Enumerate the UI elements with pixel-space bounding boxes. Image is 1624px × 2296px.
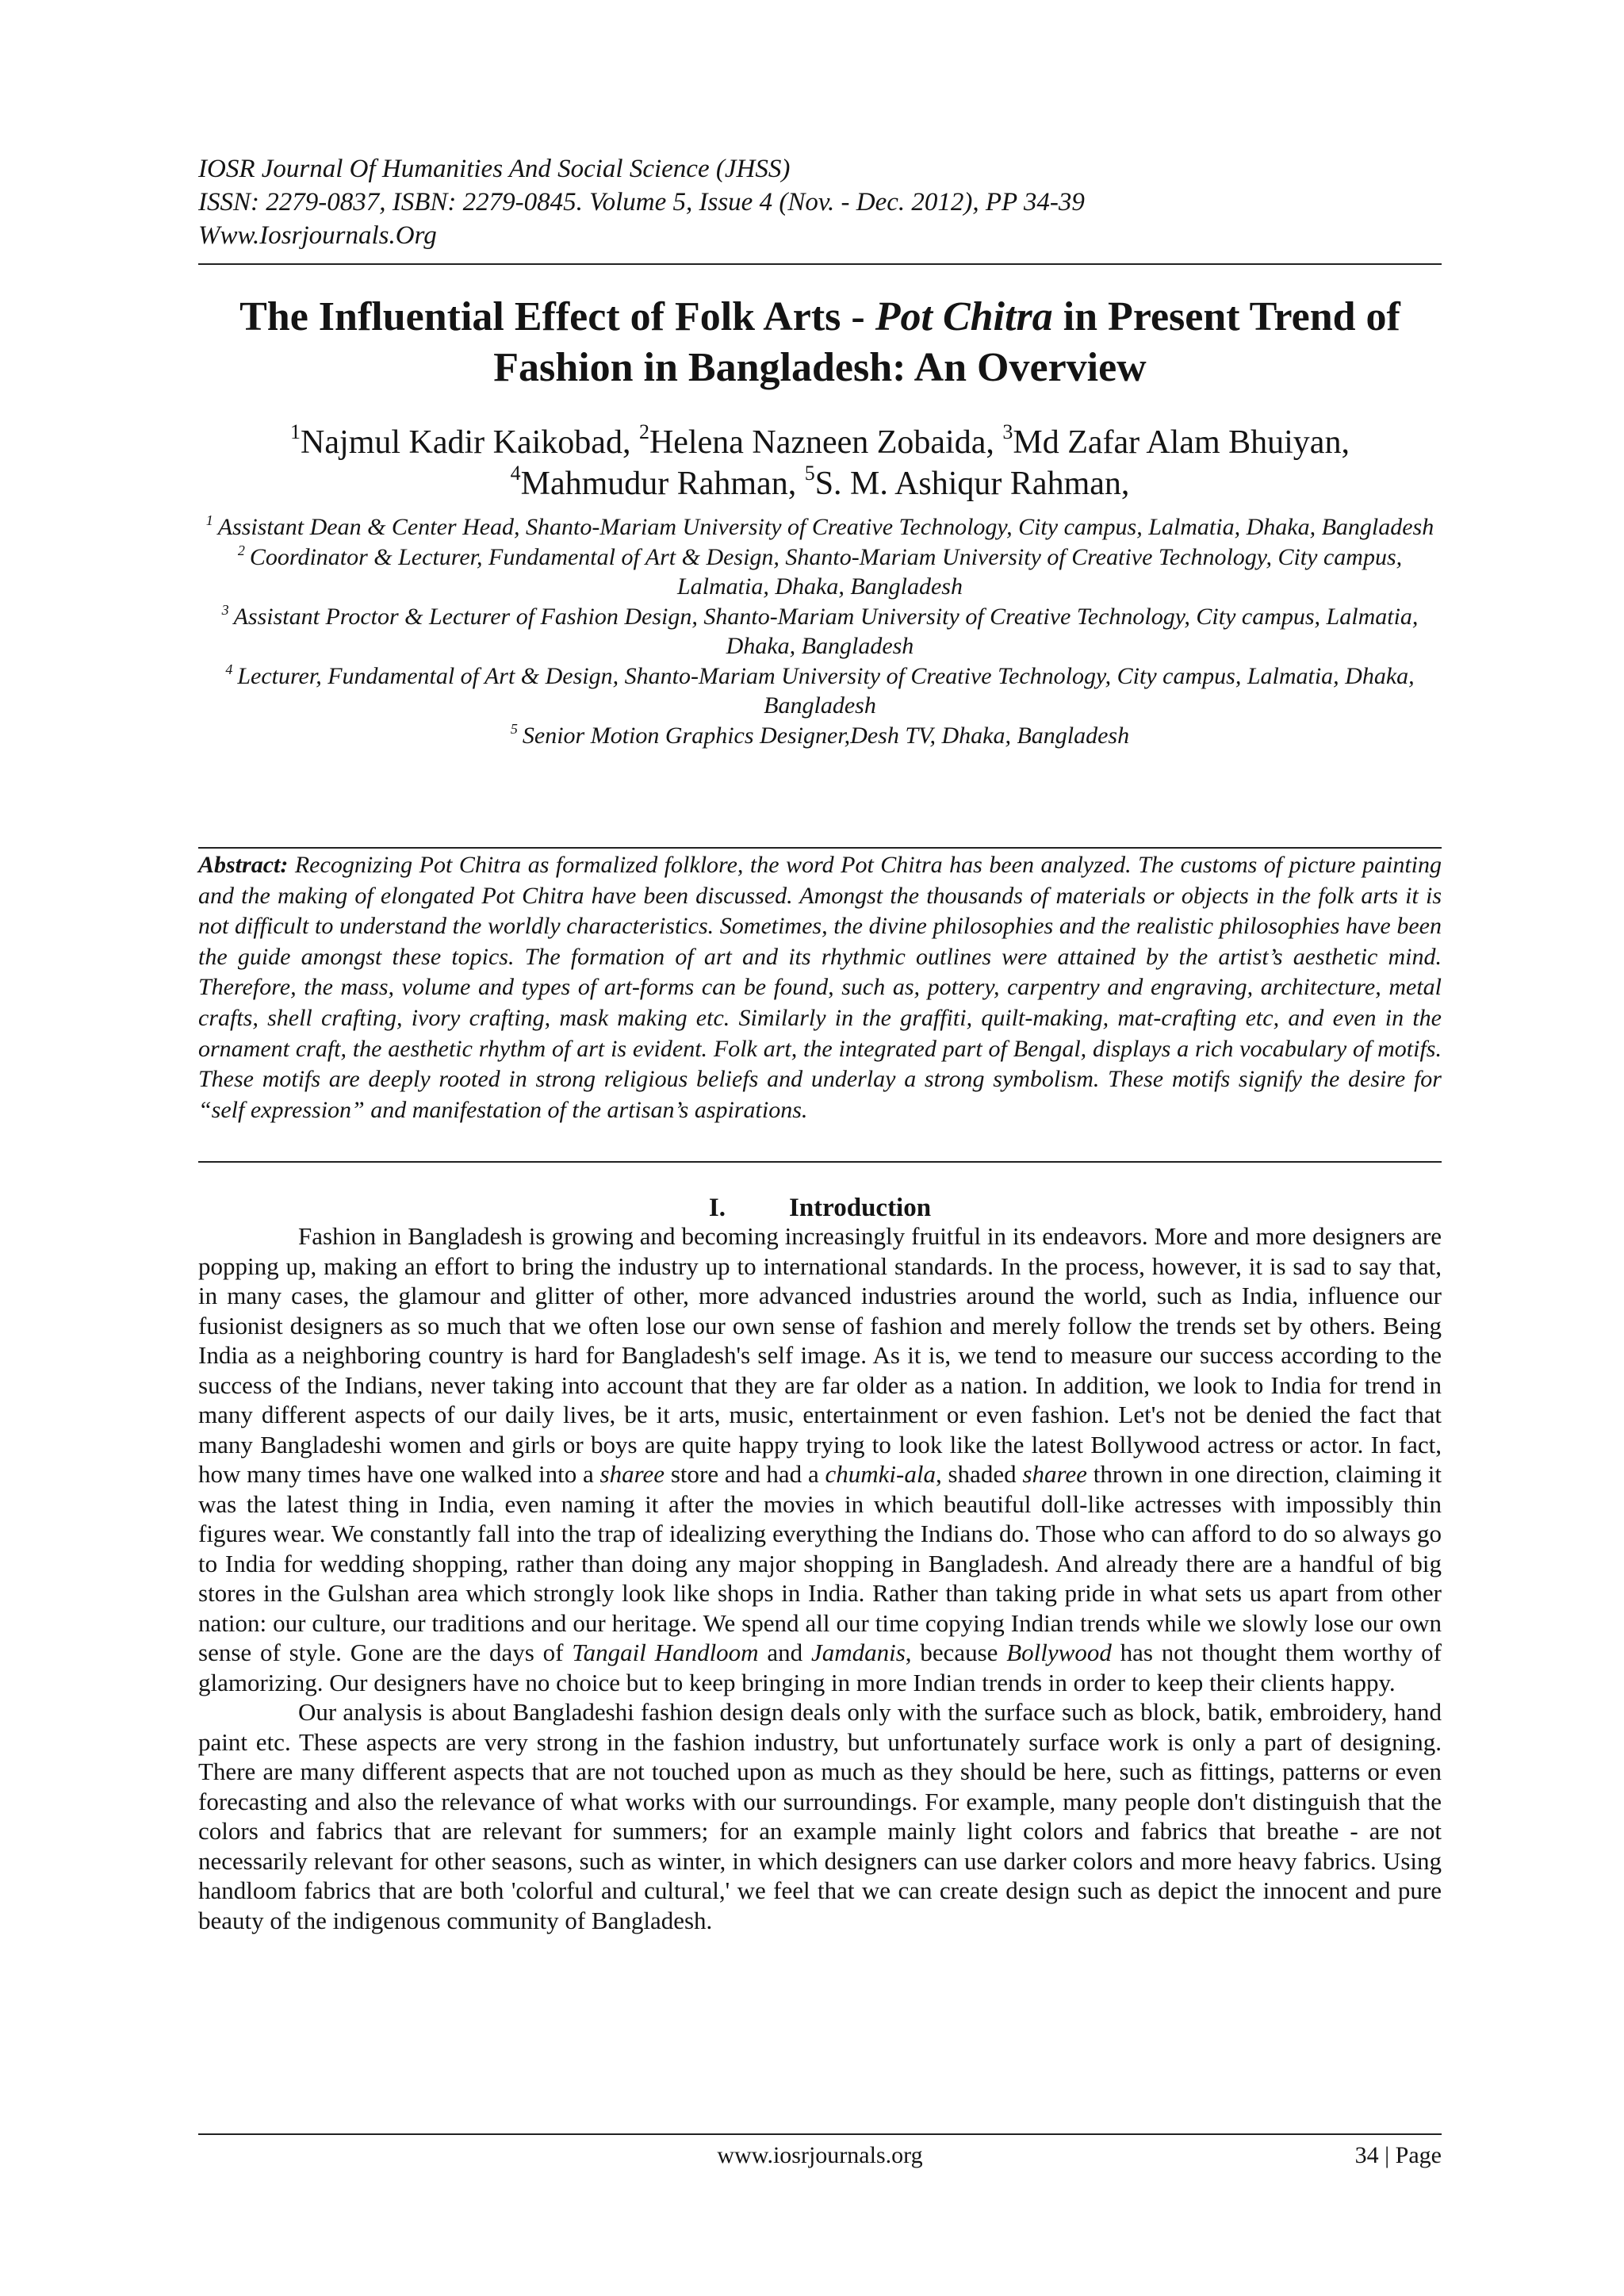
- italic-term: sharee: [599, 1460, 665, 1488]
- paper-title: [198, 292, 1442, 393]
- body-text: [198, 1221, 1442, 1935]
- author-name: Mahmudur Rahman,: [520, 466, 805, 502]
- text-run: thrown in one direction, claiming it was the latest thing in India, even naming it after the movies in which beautiful doll-like actresses with impossibly thin figures wear. We constantly fall into the trap of idealizing everything the Indians do. Those who can afford to do so always go to India for wedding shopping, rather than doing any major shopping in Bangladesh. And already there are a handful of big stores in the Gulshan area which strongly look like shops in India. Rather than taking pride in what sets us apart from other nation: our culture, our traditions and our heritage. We spend all our time copying Indian trends while we slowly lose our own sense of style. Gone are the days of: [198, 1460, 1442, 1666]
- author-number: 4: [510, 462, 521, 485]
- italic-term: sharee: [1022, 1460, 1087, 1488]
- author-name: Md Zafar Alam Bhuiyan,: [1013, 424, 1350, 461]
- affiliation-text: Lecturer, Fundamental of Art & Design, Shanto-Mariam University of Creative Technology, City campus, Lalmatia, Dhaka, Bangladesh: [237, 662, 1415, 719]
- affiliation: [198, 661, 1442, 721]
- author-list: [198, 422, 1442, 504]
- footer-divider: [198, 2133, 1442, 2135]
- affiliation: [198, 542, 1442, 602]
- affiliation: [198, 602, 1442, 661]
- affiliation: [198, 512, 1442, 542]
- title-italic: Pot Chitra: [875, 294, 1053, 339]
- affiliation-number: 3: [221, 601, 229, 618]
- italic-term: Bollywood: [1006, 1639, 1112, 1666]
- italic-term: Tangail Handloom: [572, 1639, 759, 1666]
- abstract-text: Recognizing Pot Chitra as formalized folklore, the word Pot Chitra has been analyzed. The customs of picture painting and the making of elongated Pot Chitra have been discussed. Amongst the thousands of materials or objects in the folk arts it is not difficult to understand the worldly characteristics. Sometimes, the divine philosophies and the realistic philosophies have been the guide amongst these topics. The formation of art and its rhythmic outlines were attained by the artist’s aesthetic mind. Therefore, the mass, volume and types of art-forms can be found, such as, pottery, carpentry and engraving, architecture, metal crafts, shell crafting, ivory crafting, mask making etc. Similarly in the graffiti, quilt-making, mat-crafting etc, and even in the ornament craft, the aesthetic rhythm of art is evident. Folk art, the integrated part of Bengal, displays a rich vocabulary of motifs. These motifs are deeply rooted in strong religious beliefs and underlay a strong symbolism. These motifs signify the desire for “self expression” and manifestation of the artisan’s aspirations.: [198, 852, 1442, 1123]
- text-run: , shaded: [936, 1460, 1023, 1488]
- author-name: Najmul Kadir Kaikobad,: [301, 424, 639, 461]
- author-line-2: [198, 463, 1442, 504]
- affiliation-number: 4: [225, 661, 233, 677]
- title-part-1: The Influential Effect of Folk Arts -: [239, 294, 875, 339]
- affiliation-text: Assistant Proctor & Lecturer of Fashion Design, Shanto-Mariam University of Creative Technology, City campus, Lalmatia, Dhaka, Bangladesh: [233, 603, 1419, 659]
- footer-url: www.iosrjournals.org: [717, 2142, 923, 2168]
- affiliation-number: 1: [205, 512, 213, 528]
- header-divider: [198, 263, 1442, 265]
- title-part-2: in Present Trend of Fashion in Bangladesh: An Overview: [493, 294, 1400, 390]
- author-name: Helena Nazneen Zobaida,: [649, 424, 1003, 461]
- abstract: [198, 850, 1442, 1125]
- affiliation-number: 2: [237, 542, 245, 558]
- affiliation-text: Coordinator & Lecturer, Fundamental of Art & Design, Shanto-Mariam University of Creative Technology, City campus, Lalmatia, Dhaka, Bangladesh: [249, 543, 1403, 600]
- author-number: 3: [1002, 420, 1013, 443]
- journal-website: Www.Iosrjournals.Org: [198, 221, 437, 250]
- issn-line: ISSN: 2279-0837, ISBN: 2279-0845. Volume 5, Issue 4 (Nov. - Dec. 2012), PP 34-39: [198, 188, 1085, 217]
- abstract-bottom-divider: [198, 1161, 1442, 1163]
- text-run: has not thought them worthy of glamorizing. Our designers have no choice but to keep bringing in more Indian trends in order to keep their clients happy.: [198, 1639, 1442, 1696]
- affiliation-text: Assistant Dean & Center Head, Shanto-Mariam University of Creative Technology, City campus, Lalmatia, Dhaka, Bangladesh: [217, 514, 1434, 540]
- author-line-1: [198, 422, 1442, 463]
- italic-term: chumki-ala: [825, 1460, 936, 1488]
- section-title: Introduction: [788, 1194, 932, 1222]
- author-number: 5: [804, 462, 815, 485]
- italic-term: Jamdanis: [810, 1639, 906, 1666]
- paragraph: [198, 1221, 1442, 1697]
- affiliation: [198, 721, 1442, 751]
- affiliation-number: 5: [510, 720, 518, 737]
- page-number: 34 | Page: [1354, 2142, 1442, 2168]
- paragraph: Our analysis is about Bangladeshi fashion design deals only with the surface such as block, batik, embroidery, hand paint etc. These aspects are very strong in the fashion industry, but unfortunately surface work is only a part of designing. There are many different aspects that are not touched upon as much as they should be here, such as fittings, patterns or even forecasting and also the relevance of what works with our surroundings. For example, many people don't distinguish that the colors and fabrics that are relevant for summers; for an example mainly light colors and fabrics that breathe - are not necessarily relevant for other seasons, such as winter, in which designers can use darker colors and more heavy fabrics. Using handloom fabrics that are both 'colorful and cultural,' we feel that we can create design such as depict the innocent and pure beauty of the indigenous community of Bangladesh.: [198, 1698, 1442, 1934]
- text-run: store and had a: [665, 1460, 825, 1488]
- section-heading: [198, 1192, 1442, 1224]
- journal-name: IOSR Journal Of Humanities And Social Science (JHSS): [198, 155, 791, 183]
- section-number: I.: [708, 1194, 726, 1222]
- author-number: 1: [290, 420, 301, 443]
- author-number: 2: [638, 420, 649, 443]
- affiliation-list: [198, 512, 1442, 750]
- affiliation-text: Senior Motion Graphics Designer,Desh TV, Dhaka, Bangladesh: [522, 722, 1130, 749]
- text-run: and: [758, 1639, 811, 1666]
- text-run: , because: [905, 1639, 1007, 1666]
- journal-header: [198, 152, 1442, 252]
- abstract-top-divider: [198, 847, 1442, 849]
- author-name: S. M. Ashiqur Rahman,: [814, 466, 1130, 502]
- text-run: Fashion in Bangladesh is growing and becoming increasingly fruitful in its endeavors. More and more designers are popping up, making an effort to bring the industry up to international standards. In the process, however, it is sad to say that, in many cases, the glamour and glitter of other, more advanced industries around the world, such as India, influence our fusionist designers as so much that we often lose our own sense of fashion and merely follow the trends set by others. Being India as a neighboring country is hard for Bangladesh's self image. As it is, we tend to measure our success according to the success of the Indians, never taking into account that they are far older as a nation. In addition, we look to India for trend in many different aspects of our daily lives, be it arts, music, entertainment or even fashion. Let's not be denied the fact that many Bangladeshi women and girls or boys are quite happy trying to look like the latest Bollywood actress or actor. In fact, how many times have one walked into a: [198, 1222, 1442, 1488]
- abstract-label: Abstract:: [198, 852, 289, 878]
